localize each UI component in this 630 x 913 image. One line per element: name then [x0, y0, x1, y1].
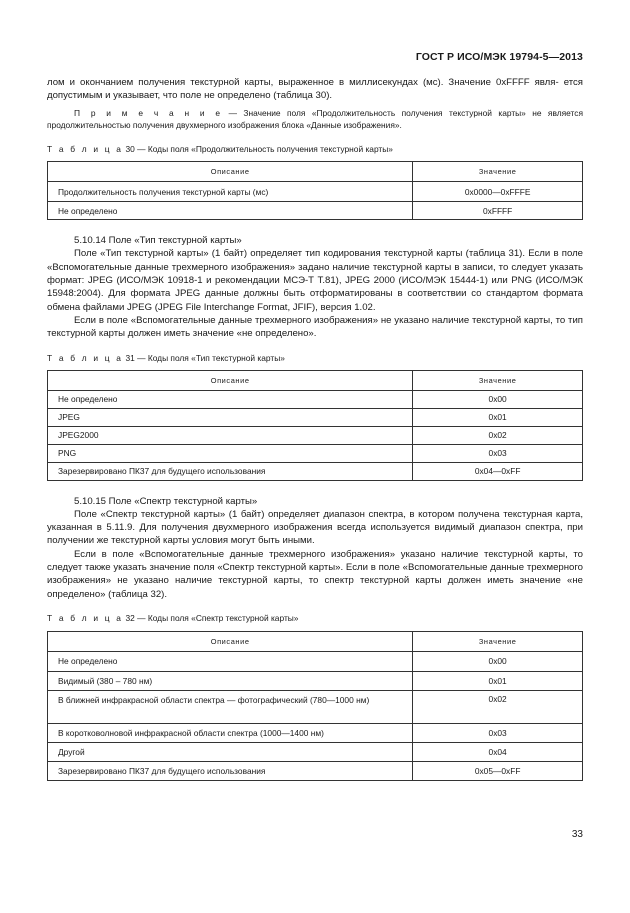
document-code-header: ГОСТ Р ИСО/МЭК 19794-5—2013	[415, 51, 583, 63]
section-5-10-14-heading: 5.10.14 Поле «Тип текстурной карты»	[74, 235, 242, 247]
intro-paragraph	[47, 76, 583, 103]
table-header-row	[48, 631, 583, 651]
table-row	[48, 390, 583, 408]
table-row	[48, 690, 583, 723]
table-30-caption-text: 30 — Коды поля «Продолжительность получения текстурной карты»	[123, 144, 393, 155]
intro-line-1: лом и окончанием получения текстурной карты, выраженное в миллисекундах (мс). Значение 0xFFFF явля-	[47, 77, 559, 88]
table-row	[48, 761, 583, 780]
row-description: Продолжительность получения текстурной карты (мс)	[48, 182, 413, 202]
table-30-caption-label: Т а б л и ц а	[47, 144, 124, 155]
table-row	[48, 462, 583, 480]
table-row	[48, 426, 583, 444]
table-32-caption-text: 32 — Коды поля «Спектр текстурной карты»	[123, 612, 299, 623]
column-header-description: Описание	[48, 162, 413, 182]
row-description: Зарезервировано ПК37 для будущего использования	[48, 462, 413, 480]
section-5-10-15-para-2: Если в поле «Вспомогательные данные трехмерного изображения» указано наличие текстурной карты, то следует также указать значение поля «Спектр текстурной карты». Если в поле «Вспомогательные данные трехмерного изображения» не указано наличие текстурной карты, то спектр текстурной карты должен иметь значение «не определено» (таблица 32).	[47, 548, 583, 600]
row-value: 0x01	[413, 671, 583, 690]
row-value: 0x00	[413, 651, 583, 671]
table-30	[47, 161, 583, 220]
page-content	[47, 76, 583, 781]
table-row	[48, 182, 583, 202]
row-description: Не определено	[48, 390, 413, 408]
note-label: П р и м е ч а н и е	[74, 107, 223, 118]
row-value: 0x03	[413, 723, 583, 742]
column-header-description: Описание	[48, 631, 413, 651]
table-row	[48, 651, 583, 671]
table-row	[48, 671, 583, 690]
row-value: 0x0000—0xFFFE	[413, 182, 583, 202]
row-description: Видимый (380 – 780 нм)	[48, 671, 413, 690]
table-31	[47, 370, 583, 481]
table-row	[48, 444, 583, 462]
column-header-value: Значение	[413, 162, 583, 182]
row-value: 0x02	[413, 426, 583, 444]
note-text: — Значение поля «Продолжительность получения текстурной карты» не является продолжительностью получения двухмерного изображения блока «Данные изображения».	[47, 107, 583, 130]
intro-line-2: ется допустимым и указывает, что поле не определено (таблица 30).	[47, 77, 583, 102]
row-value: 0x02	[413, 690, 583, 723]
table-row	[48, 723, 583, 742]
table-32-caption	[47, 613, 583, 624]
table-31-caption	[47, 353, 583, 364]
row-description: В ближней инфракрасной области спектра — фотографический (780—1000 нм)	[48, 690, 413, 723]
table-row	[48, 742, 583, 761]
row-description: В коротковолновой инфракрасной области спектра (1000—1400 нм)	[48, 723, 413, 742]
section-5-10-14-para-2: Если в поле «Вспомогательные данные трехмерного изображения» не указано наличие текстурной карты, то тип текстурной карты должен иметь значение «не определено».	[47, 314, 583, 340]
row-value: 0x05—0xFF	[413, 761, 583, 780]
table-32-caption-label: Т а б л и ц а	[47, 612, 124, 623]
column-header-value: Значение	[413, 370, 583, 390]
row-value: 0x03	[413, 444, 583, 462]
table-row	[48, 202, 583, 220]
row-value: 0x04	[413, 742, 583, 761]
table-31-caption-label: Т а б л и ц а	[47, 352, 124, 363]
table-30-caption	[47, 144, 583, 155]
page-number: 33	[571, 829, 583, 840]
row-description: PNG	[48, 444, 413, 462]
section-5-10-15-para-1: Поле «Спектр текстурной карты» (1 байт) определяет диапазон спектра, в котором получена текстурная карта, указанная в 5.11.9. Для получения двухмерного изображения всегда используется видимый диапазон спектра, при получении же текстурной карты условия могут быть иными.	[47, 508, 583, 547]
row-description: JPEG2000	[48, 426, 413, 444]
column-header-description: Описание	[48, 370, 413, 390]
row-value: 0x00	[413, 390, 583, 408]
row-description: Не определено	[48, 202, 413, 220]
table-header-row	[48, 162, 583, 182]
section-5-10-15-heading: 5.10.15 Поле «Спектр текстурной карты»	[74, 495, 258, 507]
table-31-caption-text: 31 — Коды поля «Тип текстурной карты»	[123, 352, 285, 363]
table-row	[48, 408, 583, 426]
row-value: 0x04—0xFF	[413, 462, 583, 480]
column-header-value: Значение	[413, 631, 583, 651]
row-value: 0xFFFF	[413, 202, 583, 220]
table-header-row	[48, 370, 583, 390]
note-paragraph	[47, 107, 583, 132]
row-description: Другой	[48, 742, 413, 761]
table-32	[47, 631, 583, 781]
row-description: JPEG	[48, 408, 413, 426]
row-value: 0x01	[413, 408, 583, 426]
section-5-10-14-para-1: Поле «Тип текстурной карты» (1 байт) определяет тип кодирования текстурной карты (таблица 31). Если в поле «Вспомогательные данные трехмерного изображения» задано наличие текстурной карты в записи, то следует указать формат: JPEG (ИСО/МЭК 10918-1 и рекомендации МСЭ-Т Т.81), JPEG 2000 (ИСО/МЭК 15444-1) или PNG (ИСО/МЭК 15948:2004). Для формата JPEG данные должны быть отформатированы в соответствии со стандартом формата обмена файлами JPEG (JPEG File Interchange Format, JFIF), версия 1.02.	[47, 248, 583, 313]
row-description: Зарезервировано ПК37 для будущего использования	[48, 761, 413, 780]
row-description: Не определено	[48, 651, 413, 671]
